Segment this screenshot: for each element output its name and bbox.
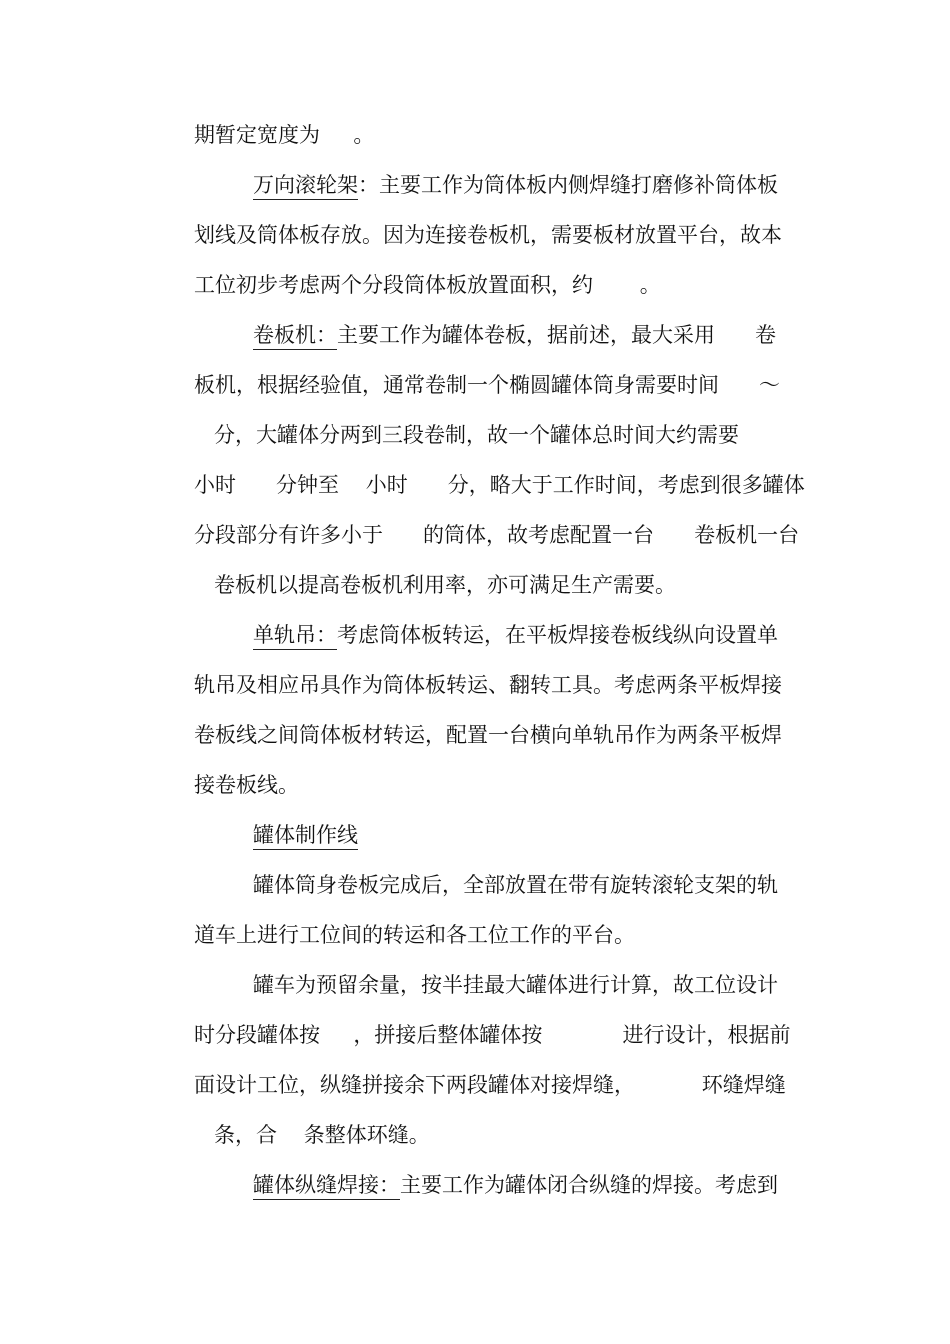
section-heading: 罐体制作线 <box>253 823 358 850</box>
section-heading: 万向滚轮架 <box>253 173 358 200</box>
text-line: 罐体纵缝焊接：主要工作为罐体闭合纵缝的焊接。考虑到 <box>253 1170 778 1200</box>
section-heading: 卷板机： <box>253 323 337 350</box>
text-line: 卷板机：主要工作为罐体卷板，据前述，最大采用 卷 <box>253 320 776 350</box>
text-line: 时分段罐体按 ，拼接后整体罐体按 进行设计，根据前 <box>194 1023 791 1047</box>
text-line <box>253 820 358 850</box>
text-line: 条，合 条整体环缝。 <box>194 1123 430 1147</box>
text-line: 万向滚轮架：主要工作为筒体板内侧焊缝打磨修补筒体板 <box>253 170 778 200</box>
text-line: 罐车为预留余量，按半挂最大罐体进行计算，故工位设计 <box>253 973 778 997</box>
text-line: 轨吊及相应吊具作为筒体板转运、翻转工具。考虑两条平板焊接 <box>194 673 782 697</box>
text-line: 单轨吊：考虑筒体板转运，在平板焊接卷板线纵向设置单 <box>253 620 778 650</box>
text-line: 工位初步考虑两个分段筒体板放置面积，约 。 <box>194 273 661 297</box>
text-line: 接卷板线。 <box>194 773 299 797</box>
text-line: 期暂定宽度为 。 <box>194 123 375 147</box>
text-line: 分段部分有许多小于 的筒体，故考虑配置一台 卷板机一台 <box>194 523 800 547</box>
text-line: 道车上进行工位间的转运和各工位工作的平台。 <box>194 923 635 947</box>
text-line: 罐体筒身卷板完成后，全部放置在带有旋转滚轮支架的轨 <box>253 873 778 897</box>
text-line: 板机，根据经验值，通常卷制一个椭圆罐体筒身需要时间 ～ <box>194 373 781 397</box>
text-line: 小时 分钟至 小时 分，略大于工作时间，考虑到很多罐体 <box>194 473 805 497</box>
text-line: 卷板机以提高卷板机利用率，亦可满足生产需要。 <box>194 573 677 597</box>
section-heading: 单轨吊： <box>253 623 337 650</box>
text-line: 划线及筒体板存放。因为连接卷板机，需要板材放置平台，故本 <box>194 223 782 247</box>
text-line: 卷板线之间筒体板材转运，配置一台横向单轨吊作为两条平板焊 <box>194 723 782 747</box>
text-line: 分，大罐体分两到三段卷制，故一个罐体总时间大约需要 <box>194 423 740 447</box>
section-heading: 罐体纵缝焊接： <box>253 1173 400 1200</box>
text-line: 面设计工位，纵缝拼接余下两段罐体对接焊缝， 环缝焊缝 <box>194 1073 786 1097</box>
